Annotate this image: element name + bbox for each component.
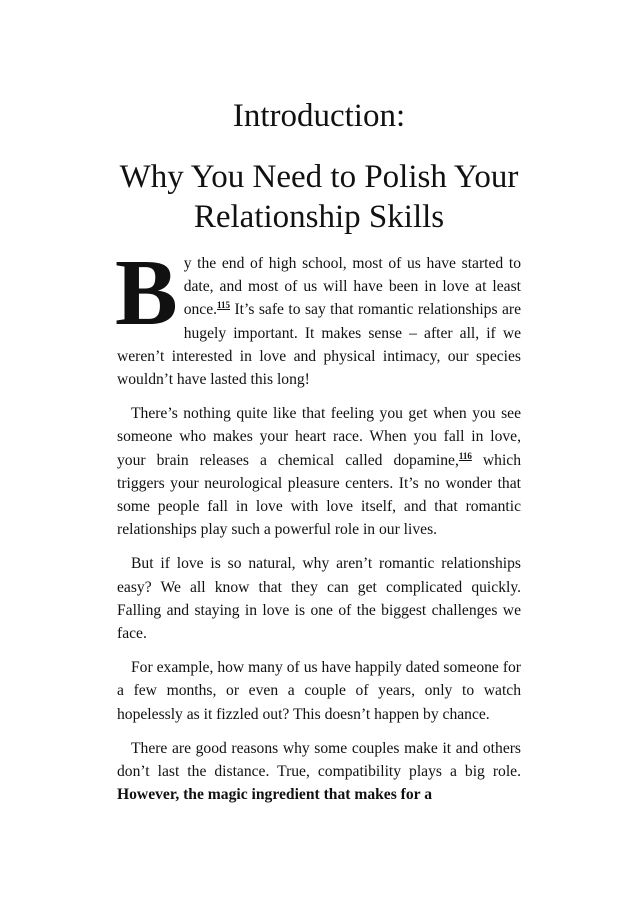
footnote-ref-115[interactable]: 115 (217, 300, 231, 311)
paragraph-5-text-a: There are good reasons why some couples make it and others don’t last the distance. True, compatibility plays a big role. (117, 739, 521, 781)
body-text (115, 241, 521, 817)
paragraph-2 (117, 402, 521, 541)
paragraph-1 (115, 241, 521, 391)
paragraph-1-text-b: It’s safe to say that romantic relationships are hugely important. It makes sense – after all, if we weren’t interested in love and physical intimacy, our species wouldn’t have lasted this long! (117, 301, 521, 389)
paragraph-5-bold-text: However, the magic ingredient that makes for a (117, 786, 433, 804)
footnote-ref-116[interactable]: 116 (458, 450, 472, 461)
paragraph-3: But if love is so natural, why aren’t romantic relationships easy? We all know that they can get complicated quickly. Falling and staying in love is one of the biggest challenges we face. (117, 555, 521, 643)
paragraph-1-text-a: y the end of high school, most of us have started to date, and most of us will have been in love at least once. (183, 255, 521, 319)
paragraph-4: For example, how many of us have happily dated someone for a few months, or even a couple of years, only to watch hopelessly as it fizzled out? This doesn’t happen by chance. (117, 659, 521, 723)
paragraph-2-text-a: There’s nothing quite like that feeling you get when you see someone who makes your heart race. When you fall in love, your brain releases a chemical called dopamine, (117, 405, 521, 469)
chapter-title: Why You Need to Polish Your Relationship Skills (119, 159, 519, 235)
paragraph-5 (117, 737, 521, 807)
section-label: Introduction: (232, 98, 406, 134)
drop-cap: B (115, 241, 178, 345)
paragraph-2-text-b: which triggers your neurological pleasure centers. It’s no wonder that some people fall in love with love itself, and that romantic relationships play such a powerful role in our lives. (117, 451, 521, 539)
